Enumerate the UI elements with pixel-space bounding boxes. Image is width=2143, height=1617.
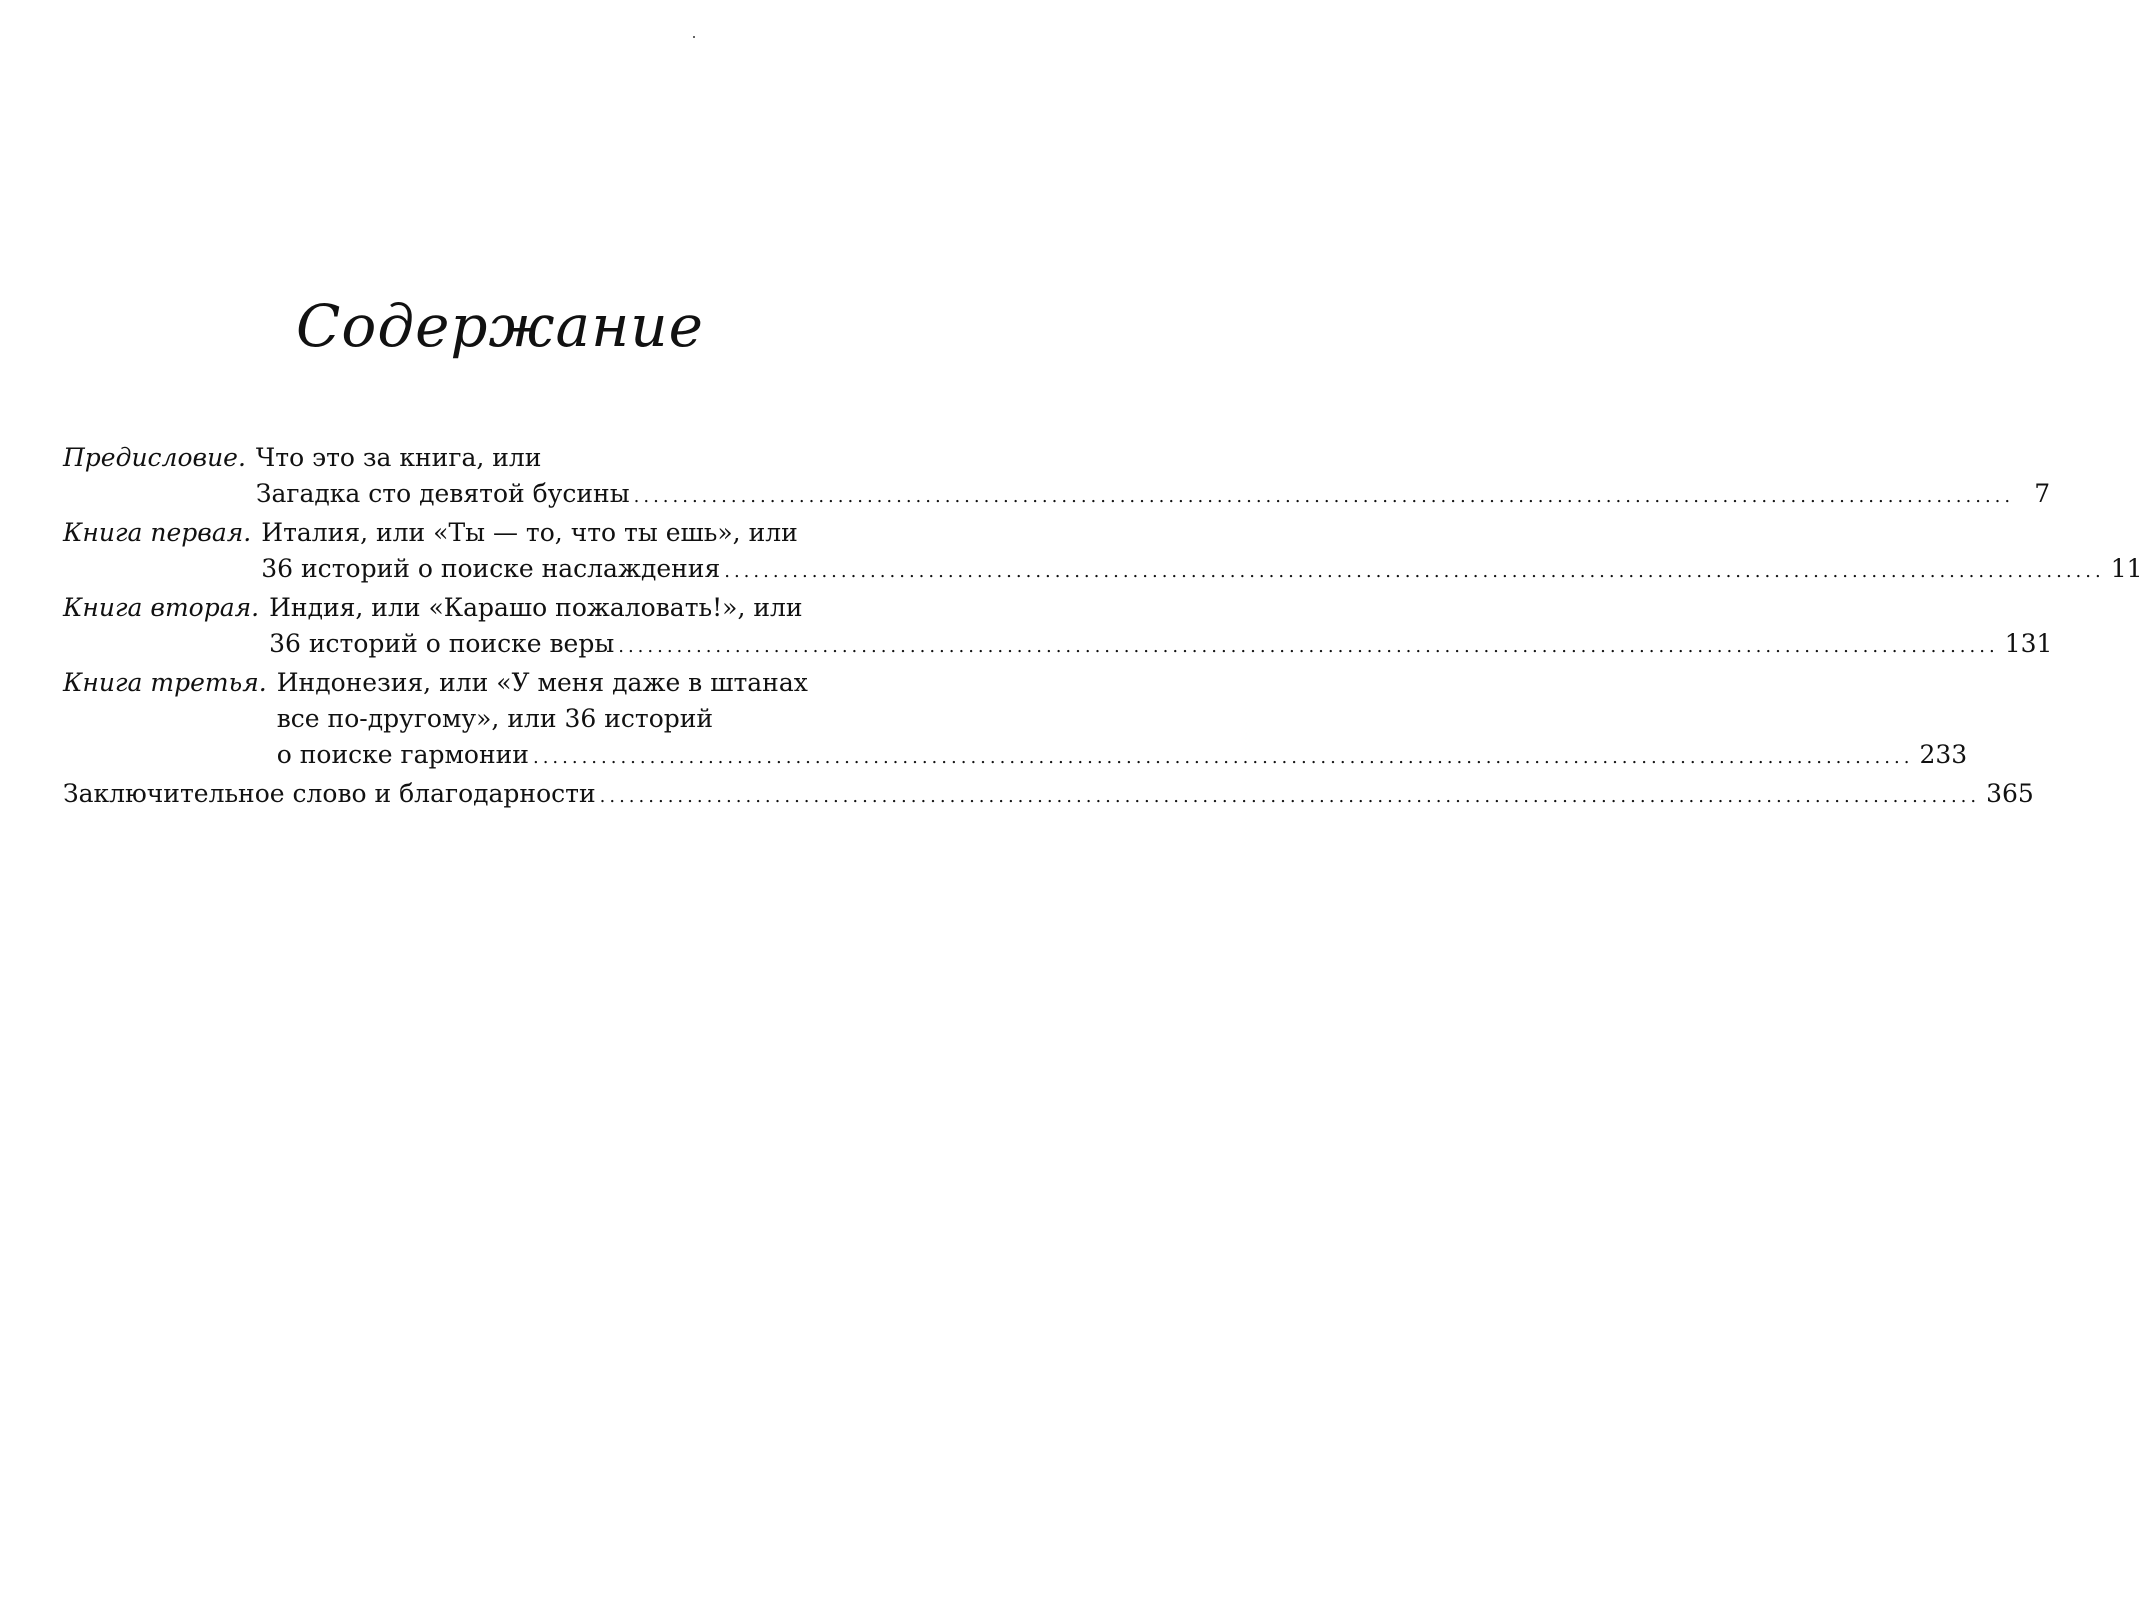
toc-label-preface: Предисловие.: [63, 443, 246, 472]
table-of-contents: [63, 440, 2143, 815]
leader-dots: [634, 479, 2014, 515]
toc-line: Индонезия, или «У меня даже в штанах: [276, 668, 808, 697]
toc-line: о поиске гармонии: [276, 740, 529, 769]
toc-label-book-three: Книга третья.: [63, 668, 267, 697]
toc-entry-book-three: [63, 665, 1968, 776]
toc-label-book-two: Книга вторая.: [63, 593, 260, 622]
toc-entry-afterword: [63, 776, 2034, 815]
toc-line: Италия, или «Ты — то, что ты ешь», или: [261, 518, 798, 547]
toc-line: Заключительное слово и благодарности: [63, 779, 596, 808]
page-number: 131: [2004, 629, 2053, 658]
page-number: 365: [1986, 779, 2034, 808]
toc-line: Загадка сто девятой бусины: [255, 479, 630, 508]
toc-line: 36 историй о поиске наслаждения: [261, 554, 721, 583]
page-number: 7: [2034, 479, 2051, 508]
toc-entry-book-one: [63, 515, 2143, 590]
toc-line: 36 историй о поиске веры: [269, 629, 615, 658]
leader-dots: [533, 740, 1913, 776]
toc-label-book-one: Книга первая.: [63, 518, 252, 547]
toc-line: все по-другому», или 36 историй: [276, 704, 714, 733]
toc-line: Что это за книга, или: [255, 443, 542, 472]
toc-entry-preface: [63, 440, 2051, 515]
leader-dots: [600, 779, 1980, 815]
scan-speck: [693, 36, 695, 38]
leader-dots: [724, 554, 2104, 590]
leader-dots: [618, 629, 1998, 665]
page-number: 11: [2110, 554, 2143, 583]
toc-line: Индия, или «Карашо пожаловать!», или: [269, 593, 803, 622]
page-title: Содержание: [296, 292, 704, 360]
toc-entry-book-two: [63, 590, 2053, 665]
page-number: 233: [1919, 740, 1968, 769]
